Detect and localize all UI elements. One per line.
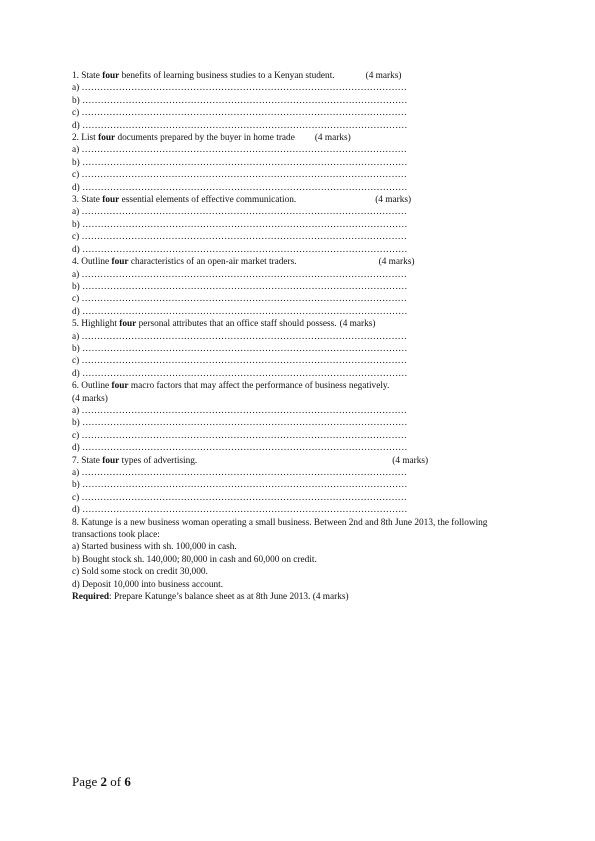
question-4-text: 4. Outline four characteristics of an open-air market traders. — [72, 257, 297, 268]
answer-line-2b[interactable]: b) …………………………………………………………………………………………… — [72, 157, 408, 168]
answer-line-7d[interactable]: d) …………………………………………………………………………………………… — [72, 505, 408, 516]
required-text: : Prepare Katunge’s balance sheet as at 8th June 2013. (4 marks) — [109, 592, 349, 603]
question-7 — [72, 455, 527, 467]
question-1-marks: (4 marks) — [365, 71, 402, 81]
question-1 — [72, 70, 527, 82]
question-1-text: 1. State four benefits of learning business studies to a Kenyan student. — [72, 71, 335, 81]
question-3-text: 3. State four essential elements of effective communication. — [72, 195, 297, 206]
question-2-text: 2. List four documents prepared by the buyer in home trade — [72, 133, 295, 144]
answer-line-2d[interactable]: d) …………………………………………………………………………………………… — [72, 182, 408, 193]
answer-line-4b[interactable]: b) …………………………………………………………………………………………… — [72, 281, 408, 292]
answer-line-2c[interactable]: c) …………………………………………………………………………………………… — [72, 170, 407, 181]
answer-line-3c[interactable]: c) …………………………………………………………………………………………… — [72, 232, 407, 243]
answer-line-6b[interactable]: b) …………………………………………………………………………………………… — [72, 418, 408, 429]
current-page: 2 — [100, 774, 108, 789]
answer-line-6d[interactable]: d) …………………………………………………………………………………………… — [72, 443, 408, 454]
required-label: Required — [72, 592, 110, 603]
answer-line-4a[interactable]: a) …………………………………………………………………………………………… — [72, 269, 407, 280]
question-7-marks: (4 marks) — [392, 455, 429, 466]
answer-line-5c[interactable]: c) …………………………………………………………………………………………… — [72, 356, 407, 367]
question-3 — [72, 194, 527, 206]
answer-line-1b[interactable]: b) …………………………………………………………………………………………… — [72, 95, 408, 106]
answer-line-6a[interactable]: a) …………………………………………………………………………………………… — [72, 405, 407, 416]
answer-line-5d[interactable]: d) …………………………………………………………………………………………… — [72, 368, 408, 379]
question-8-item-c: c) Sold some stock on credit 30,000. — [72, 567, 208, 578]
answer-line-5b[interactable]: b) …………………………………………………………………………………………… — [72, 343, 408, 354]
question-6-marks: (4 marks) — [72, 393, 108, 404]
question-4-marks: (4 marks) — [378, 257, 415, 268]
page-number: Page 2 of 6 — [72, 774, 131, 789]
question-2 — [72, 132, 527, 144]
question-2-marks: (4 marks) — [314, 133, 351, 144]
question-8-intro: 8. Katunge is a new business woman operating a small business. Between 2nd and 8th June 2013, the following transactions took place: — [72, 517, 490, 541]
answer-line-2a[interactable]: a) …………………………………………………………………………………………… — [72, 145, 407, 156]
question-6-text: 6. Outline four macro factors that may affect the performance of business negatively. — [72, 381, 390, 392]
answer-line-3b[interactable]: b) …………………………………………………………………………………………… — [72, 219, 408, 230]
answer-line-1c[interactable]: c) …………………………………………………………………………………………… — [72, 108, 407, 119]
answer-line-1d[interactable]: d) …………………………………………………………………………………………… — [72, 120, 408, 131]
question-8-item-a: a) Started business with sh. 100,000 in cash. — [72, 542, 237, 553]
answer-line-7c[interactable]: c) …………………………………………………………………………………………… — [72, 492, 407, 503]
question-7-text: 7. State four types of advertising. — [72, 455, 198, 466]
total-pages: 6 — [124, 774, 131, 789]
question-5 — [72, 318, 527, 330]
answer-line-5a[interactable]: a) …………………………………………………………………………………………… — [72, 331, 407, 342]
answer-line-3a[interactable]: a) …………………………………………………………………………………………… — [72, 207, 407, 218]
question-8-item-b: b) Bought stock sh. 140,000; 80,000 in cash and 60,000 on credit. — [72, 554, 317, 565]
question-3-marks: (4 marks) — [375, 195, 412, 206]
answer-line-3d[interactable]: d) …………………………………………………………………………………………… — [72, 244, 408, 255]
question-6 — [72, 380, 527, 392]
answer-line-4d[interactable]: d) …………………………………………………………………………………………… — [72, 306, 408, 317]
question-8-item-d: d) Deposit 10,000 into business account. — [72, 579, 224, 590]
question-4 — [72, 256, 527, 268]
answer-line-7b[interactable]: b) …………………………………………………………………………………………… — [72, 480, 408, 491]
answer-line-4c[interactable]: c) …………………………………………………………………………………………… — [72, 294, 407, 305]
questions-area — [72, 70, 527, 603]
answer-line-1a[interactable]: a) …………………………………………………………………………………………… — [72, 83, 407, 94]
question-5-marks: (4 marks) — [339, 319, 376, 330]
answer-line-7a[interactable]: a) …………………………………………………………………………………………… — [72, 468, 407, 478]
question-8-required — [72, 591, 527, 603]
question-5-text: 5. Highlight four personal attributes that an office staff should possess. — [72, 319, 337, 330]
answer-line-6c[interactable]: c) …………………………………………………………………………………………… — [72, 430, 407, 441]
